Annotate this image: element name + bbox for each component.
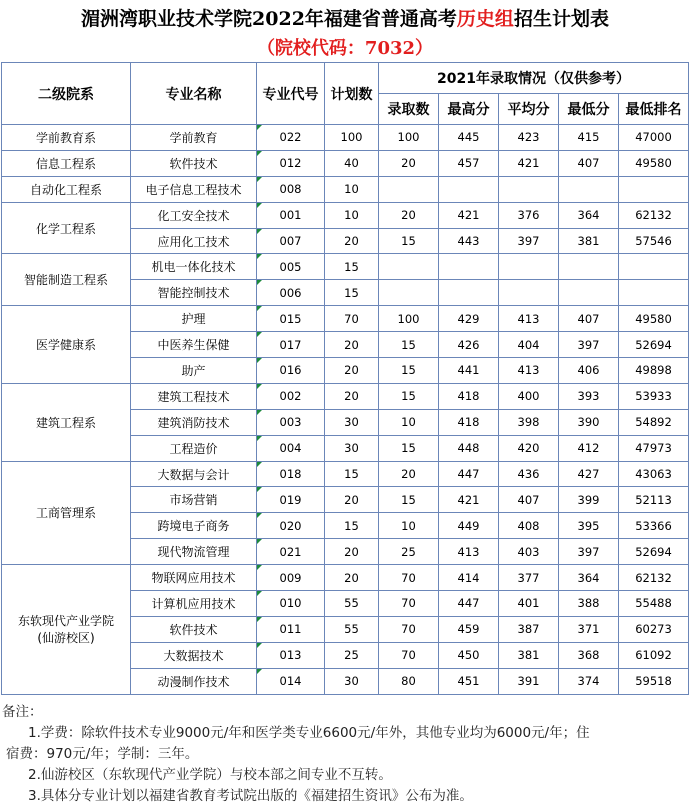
plan-cell: 10 — [325, 202, 379, 228]
header-code: 专业代号 — [257, 63, 325, 125]
admitted-cell: 100 — [379, 125, 439, 151]
avg-cell: 397 — [499, 228, 559, 254]
min-cell: 406 — [559, 358, 619, 384]
department-cell — [2, 383, 131, 461]
code-cell: 003 — [257, 409, 325, 435]
avg-cell: 413 — [499, 358, 559, 384]
code-cell: 020 — [257, 513, 325, 539]
max-cell — [439, 280, 499, 306]
rank-cell: 53366 — [619, 513, 689, 539]
header-program: 专业名称 — [131, 63, 257, 125]
program-cell: 护理 — [131, 306, 257, 332]
admitted-cell: 80 — [379, 668, 439, 694]
note-3: 3.具体分专业计划以福建省教育考试院出版的《福建招生资讯》公布为准。 — [28, 788, 473, 804]
program-cell: 计算机应用技术 — [131, 591, 257, 617]
header-min: 最低分 — [559, 94, 619, 125]
header-max: 最高分 — [439, 94, 499, 125]
admitted-cell: 15 — [379, 487, 439, 513]
avg-cell: 408 — [499, 513, 559, 539]
code-cell: 018 — [257, 461, 325, 487]
avg-cell: 398 — [499, 409, 559, 435]
code-cell: 008 — [257, 176, 325, 202]
department-name: 学前教育系 — [35, 130, 96, 145]
rank-cell: 54892 — [619, 409, 689, 435]
plan-cell: 100 — [325, 125, 379, 151]
department-name: 东软现代产业学院 — [17, 614, 114, 629]
code-cell: 007 — [257, 228, 325, 254]
admitted-cell: 15 — [379, 435, 439, 461]
header-rank: 最低排名 — [619, 94, 689, 125]
code-cell: 001 — [257, 202, 325, 228]
min-cell: 374 — [559, 668, 619, 694]
min-cell: 388 — [559, 591, 619, 617]
max-cell: 450 — [439, 642, 499, 668]
min-cell: 397 — [559, 332, 619, 358]
program-cell: 现代物流管理 — [131, 539, 257, 565]
plan-cell: 20 — [325, 565, 379, 591]
rank-cell: 47973 — [619, 435, 689, 461]
avg-cell: 407 — [499, 487, 559, 513]
code-cell: 021 — [257, 539, 325, 565]
note-2: 2.仙游校区（东软现代产业学院）与校本部之间专业不互转。 — [28, 767, 392, 783]
code-cell: 013 — [257, 642, 325, 668]
plan-cell: 30 — [325, 409, 379, 435]
min-cell: 393 — [559, 383, 619, 409]
code-cell: 016 — [257, 358, 325, 384]
admitted-cell: 20 — [379, 461, 439, 487]
page-title — [0, 4, 690, 31]
institution-code: （院校代码：7032） — [256, 38, 434, 59]
max-cell: 418 — [439, 383, 499, 409]
avg-cell: 387 — [499, 616, 559, 642]
max-cell: 445 — [439, 125, 499, 151]
max-cell — [439, 176, 499, 202]
code-cell: 006 — [257, 280, 325, 306]
min-cell: 371 — [559, 616, 619, 642]
max-cell: 457 — [439, 150, 499, 176]
rank-cell: 60273 — [619, 616, 689, 642]
max-cell: 449 — [439, 513, 499, 539]
program-cell: 智能控制技术 — [131, 280, 257, 306]
min-cell: 368 — [559, 642, 619, 668]
header-row-1 — [2, 63, 689, 94]
avg-cell: 403 — [499, 539, 559, 565]
avg-cell: 436 — [499, 461, 559, 487]
min-cell: 364 — [559, 202, 619, 228]
department-cell — [2, 176, 131, 202]
min-cell: 412 — [559, 435, 619, 461]
max-cell: 447 — [439, 591, 499, 617]
min-cell: 381 — [559, 228, 619, 254]
department-cell — [2, 254, 131, 306]
max-cell: 429 — [439, 306, 499, 332]
avg-cell: 420 — [499, 435, 559, 461]
program-cell: 软件技术 — [131, 150, 257, 176]
code-cell: 012 — [257, 150, 325, 176]
admitted-cell: 100 — [379, 306, 439, 332]
department-cell — [2, 202, 131, 254]
plan-cell: 55 — [325, 591, 379, 617]
table-row — [2, 306, 689, 332]
department-name: 建筑工程系 — [35, 415, 96, 430]
max-cell: 421 — [439, 487, 499, 513]
min-cell: 415 — [559, 125, 619, 151]
admitted-cell — [379, 254, 439, 280]
header-admitted: 录取数 — [379, 94, 439, 125]
admitted-cell: 70 — [379, 591, 439, 617]
table-row — [2, 565, 689, 591]
department-cell — [2, 306, 131, 384]
admitted-cell: 15 — [379, 383, 439, 409]
header-avg: 平均分 — [499, 94, 559, 125]
avg-cell: 401 — [499, 591, 559, 617]
rank-cell: 59518 — [619, 668, 689, 694]
max-cell: 418 — [439, 409, 499, 435]
max-cell: 441 — [439, 358, 499, 384]
admitted-cell: 10 — [379, 513, 439, 539]
program-cell: 建筑消防技术 — [131, 409, 257, 435]
min-cell: 395 — [559, 513, 619, 539]
rank-cell: 49898 — [619, 358, 689, 384]
code-cell: 005 — [257, 254, 325, 280]
rank-cell — [619, 280, 689, 306]
avg-cell: 421 — [499, 150, 559, 176]
rank-cell — [619, 176, 689, 202]
max-cell: 459 — [439, 616, 499, 642]
avg-cell: 404 — [499, 332, 559, 358]
program-cell: 应用化工技术 — [131, 228, 257, 254]
max-cell: 421 — [439, 202, 499, 228]
min-cell: 407 — [559, 306, 619, 332]
max-cell: 414 — [439, 565, 499, 591]
rank-cell: 47000 — [619, 125, 689, 151]
rank-cell: 62132 — [619, 565, 689, 591]
plan-cell: 20 — [325, 383, 379, 409]
admitted-cell: 20 — [379, 202, 439, 228]
plan-cell: 15 — [325, 280, 379, 306]
program-cell: 市场营销 — [131, 487, 257, 513]
table-row — [2, 254, 689, 280]
department-name: 工商管理系 — [35, 506, 96, 521]
min-cell: 364 — [559, 565, 619, 591]
program-cell: 助产 — [131, 358, 257, 384]
code-cell: 022 — [257, 125, 325, 151]
rank-cell: 57546 — [619, 228, 689, 254]
admitted-cell: 15 — [379, 358, 439, 384]
plan-cell: 20 — [325, 332, 379, 358]
header-plan: 计划数 — [325, 63, 379, 125]
min-cell — [559, 176, 619, 202]
program-cell: 大数据技术 — [131, 642, 257, 668]
avg-cell: 391 — [499, 668, 559, 694]
plan-cell: 20 — [325, 228, 379, 254]
table-row — [2, 461, 689, 487]
code-cell: 017 — [257, 332, 325, 358]
table-row — [2, 150, 689, 176]
table-body — [2, 125, 689, 695]
note-1-cont: 宿费：970元/年；学制：三年。 — [6, 746, 199, 762]
rank-cell: 62132 — [619, 202, 689, 228]
admitted-cell — [379, 280, 439, 306]
min-cell: 427 — [559, 461, 619, 487]
plan-cell: 20 — [325, 487, 379, 513]
avg-cell — [499, 176, 559, 202]
plan-cell: 55 — [325, 616, 379, 642]
title-main: 湄洲湾职业技术学院2022年福建省普通高考 — [81, 8, 457, 30]
avg-cell — [499, 280, 559, 306]
code-cell: 011 — [257, 616, 325, 642]
rank-cell: 52694 — [619, 539, 689, 565]
department-cell — [2, 125, 131, 151]
avg-cell: 376 — [499, 202, 559, 228]
code-cell: 019 — [257, 487, 325, 513]
plan-cell: 15 — [325, 254, 379, 280]
plan-cell: 15 — [325, 513, 379, 539]
avg-cell: 423 — [499, 125, 559, 151]
code-cell: 009 — [257, 565, 325, 591]
avg-cell: 377 — [499, 565, 559, 591]
plan-cell: 10 — [325, 176, 379, 202]
max-cell: 448 — [439, 435, 499, 461]
max-cell: 426 — [439, 332, 499, 358]
rank-cell: 53933 — [619, 383, 689, 409]
plan-cell: 30 — [325, 435, 379, 461]
min-cell: 407 — [559, 150, 619, 176]
avg-cell: 413 — [499, 306, 559, 332]
rank-cell: 55488 — [619, 591, 689, 617]
code-cell: 010 — [257, 591, 325, 617]
header-2021-group: 2021年录取情况（仅供参考） — [379, 63, 689, 94]
rank-cell: 52113 — [619, 487, 689, 513]
program-cell: 学前教育 — [131, 125, 257, 151]
avg-cell: 400 — [499, 383, 559, 409]
admitted-cell: 15 — [379, 332, 439, 358]
program-cell: 动漫制作技术 — [131, 668, 257, 694]
admitted-cell: 20 — [379, 150, 439, 176]
rank-cell: 49580 — [619, 150, 689, 176]
table-row — [2, 176, 689, 202]
plan-cell: 70 — [325, 306, 379, 332]
program-cell: 工程造价 — [131, 435, 257, 461]
header-dept: 二级院系 — [2, 63, 131, 125]
program-cell: 建筑工程技术 — [131, 383, 257, 409]
program-cell: 软件技术 — [131, 616, 257, 642]
admitted-cell — [379, 176, 439, 202]
min-cell — [559, 254, 619, 280]
plan-cell: 40 — [325, 150, 379, 176]
notes — [2, 702, 686, 807]
admitted-cell: 15 — [379, 228, 439, 254]
table-row — [2, 383, 689, 409]
min-cell: 390 — [559, 409, 619, 435]
department-name: 医学健康系 — [35, 338, 96, 353]
rank-cell — [619, 254, 689, 280]
program-cell: 化工安全技术 — [131, 202, 257, 228]
min-cell: 399 — [559, 487, 619, 513]
avg-cell: 381 — [499, 642, 559, 668]
max-cell: 451 — [439, 668, 499, 694]
program-cell: 物联网应用技术 — [131, 565, 257, 591]
plan-cell: 20 — [325, 358, 379, 384]
code-cell: 015 — [257, 306, 325, 332]
avg-cell — [499, 254, 559, 280]
plan-cell: 15 — [325, 461, 379, 487]
department-name: 自动化工程系 — [29, 182, 102, 197]
department-name: 信息工程系 — [35, 156, 96, 171]
admitted-cell: 10 — [379, 409, 439, 435]
department-name: 智能制造工程系 — [23, 273, 108, 288]
admitted-cell: 70 — [379, 642, 439, 668]
rank-cell: 43063 — [619, 461, 689, 487]
admitted-cell: 25 — [379, 539, 439, 565]
admitted-cell: 70 — [379, 616, 439, 642]
max-cell — [439, 254, 499, 280]
min-cell — [559, 280, 619, 306]
rank-cell: 61092 — [619, 642, 689, 668]
min-cell: 397 — [559, 539, 619, 565]
plan-cell: 20 — [325, 539, 379, 565]
rank-cell: 52694 — [619, 332, 689, 358]
code-cell: 014 — [257, 668, 325, 694]
department-name: 化学工程系 — [35, 221, 96, 236]
title-highlight: 历史组 — [456, 8, 514, 30]
department-campus: (仙游校区) — [37, 631, 95, 646]
program-cell: 电子信息工程技术 — [131, 176, 257, 202]
plan-cell: 30 — [325, 668, 379, 694]
title-suffix: 招生计划表 — [513, 8, 609, 30]
code-cell: 004 — [257, 435, 325, 461]
max-cell: 443 — [439, 228, 499, 254]
table-row — [2, 202, 689, 228]
enrollment-plan-table — [1, 62, 689, 695]
code-cell: 002 — [257, 383, 325, 409]
plan-cell: 25 — [325, 642, 379, 668]
department-cell — [2, 150, 131, 176]
notes-label: 备注： — [2, 704, 43, 720]
table-row — [2, 125, 689, 151]
admitted-cell: 70 — [379, 565, 439, 591]
program-cell: 机电一体化技术 — [131, 254, 257, 280]
department-cell — [2, 461, 131, 565]
note-1: 1.学费：除软件技术专业9000元/年和医学类专业6600元/年外，其他专业均为6000元/年；住 — [28, 725, 590, 741]
max-cell: 447 — [439, 461, 499, 487]
rank-cell: 49580 — [619, 306, 689, 332]
department-cell — [2, 565, 131, 694]
program-cell: 跨境电子商务 — [131, 513, 257, 539]
program-cell: 中医养生保健 — [131, 332, 257, 358]
program-cell: 大数据与会计 — [131, 461, 257, 487]
max-cell: 413 — [439, 539, 499, 565]
